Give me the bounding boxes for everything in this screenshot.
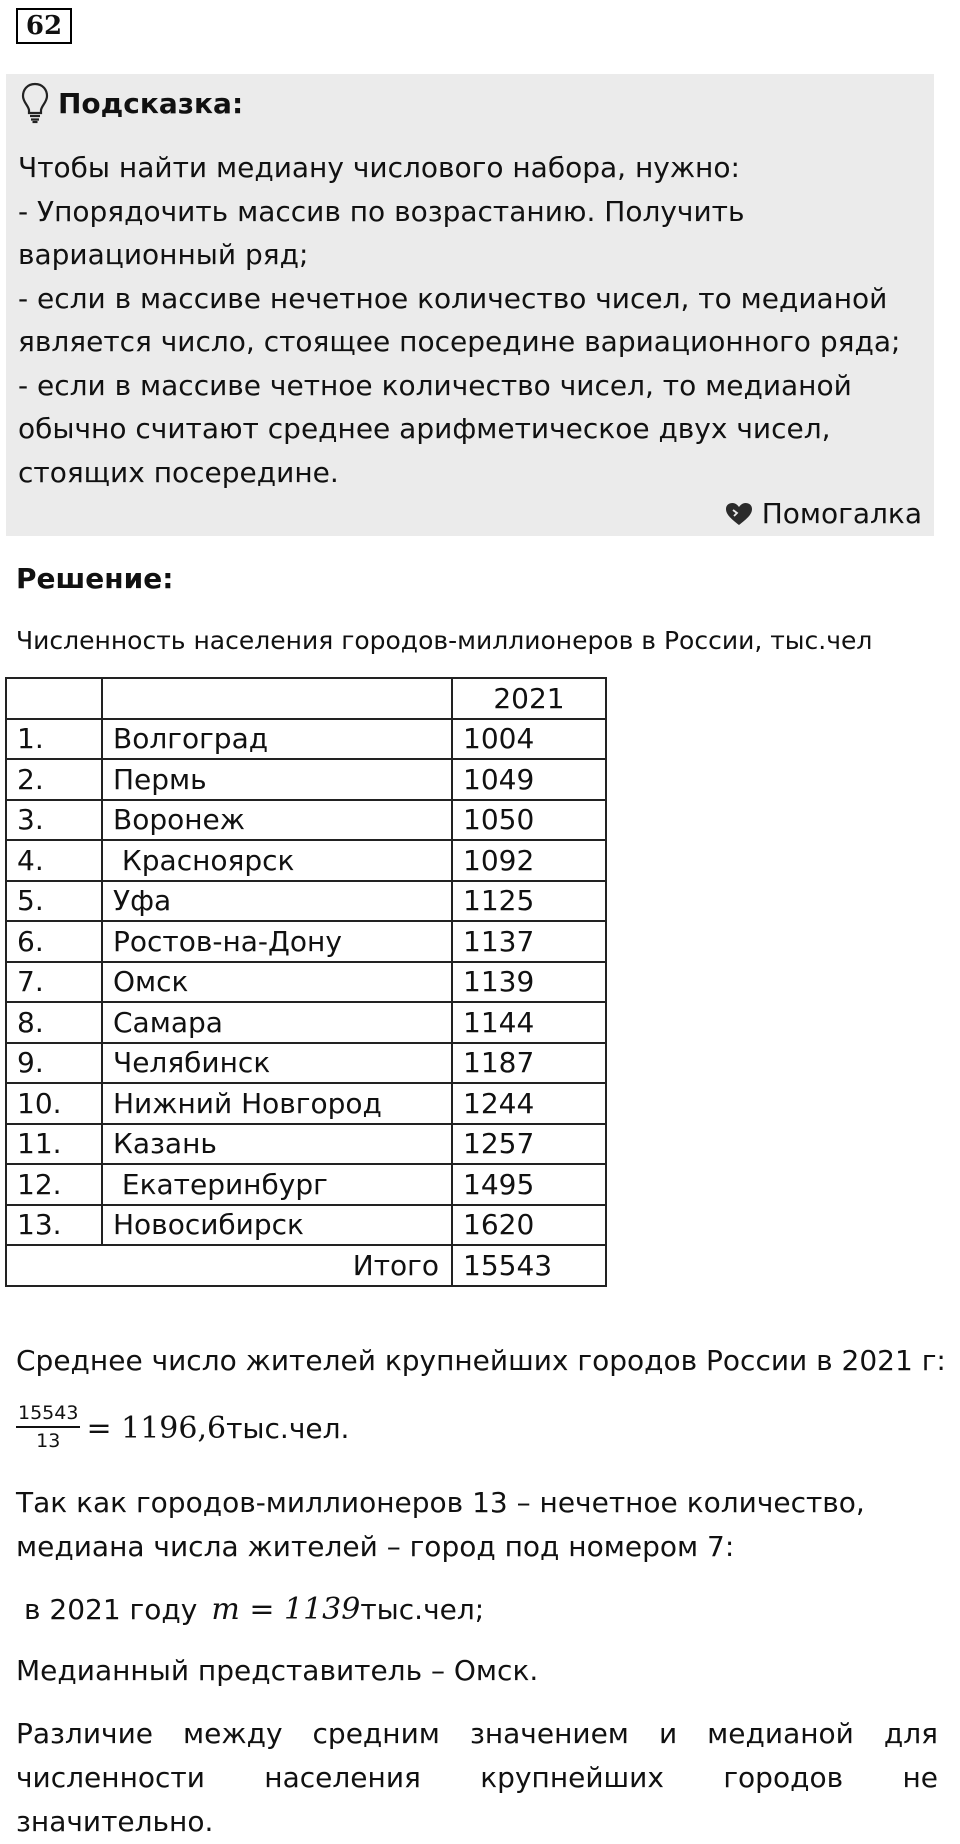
table-row [6, 1002, 606, 1043]
table-row [6, 1205, 606, 1246]
median-prefix: в 2021 году [24, 1593, 198, 1626]
table-row [6, 1124, 606, 1165]
average-formula [16, 1402, 349, 1454]
table-row [6, 1164, 606, 1205]
fraction [16, 1402, 80, 1454]
hint-text [18, 146, 924, 494]
hint-header [20, 82, 243, 124]
problem-number: 62 [16, 8, 72, 44]
hint-footer-label: Помогалка [761, 497, 922, 530]
row-number: 3. [6, 800, 102, 841]
median-line-1: Так как городов-миллионеров 13 – нечетное количество, [16, 1486, 865, 1519]
population-value: 1137 [452, 921, 606, 962]
city-name: Омск [102, 962, 452, 1003]
fraction-denominator: 13 [36, 1430, 61, 1452]
row-number: 8. [6, 1002, 102, 1043]
total-label: Итого [6, 1245, 452, 1286]
median-suffix: тыс.чел; [360, 1593, 485, 1626]
population-value: 1004 [452, 719, 606, 760]
table-row [6, 881, 606, 922]
hint-line: обычно считают среднее арифметическое двух чисел, [18, 412, 831, 445]
city-name: Волгоград [102, 719, 452, 760]
city-name: Челябинск [102, 1043, 452, 1084]
conclusion [16, 1712, 938, 1844]
hint-footer [724, 496, 922, 532]
row-number: 1. [6, 719, 102, 760]
row-number: 6. [6, 921, 102, 962]
population-value: 1139 [452, 962, 606, 1003]
hint-line: - Упорядочить массив по возрастанию. Получить [18, 194, 745, 228]
population-value: 1144 [452, 1002, 606, 1043]
population-value: 1257 [452, 1124, 606, 1165]
hint-line: Чтобы найти медиану числового набора, нужно: [18, 151, 740, 184]
conclusion-line: численности населения крупнейших городов не [16, 1761, 938, 1794]
population-value: 1050 [452, 800, 606, 841]
city-name: Самара [102, 1002, 452, 1043]
row-number: 13. [6, 1205, 102, 1246]
conclusion-line: значительно. [16, 1805, 214, 1838]
average-text: Среднее число жителей крупнейших городов России в 2021 г: [16, 1344, 946, 1377]
fraction-numerator: 15543 [16, 1402, 80, 1428]
row-number: 2. [6, 759, 102, 800]
median-representative: Медианный представитель – Омск. [16, 1654, 539, 1687]
average-unit: тыс.чел. [226, 1411, 350, 1445]
year-header: 2021 [452, 678, 606, 719]
average-result: = 1196,6 [86, 1410, 227, 1446]
hint-line: - если в массиве четное количество чисел, то медианой [18, 368, 852, 402]
table-row [6, 962, 606, 1003]
city-name: Ростов-на-Дону [102, 921, 452, 962]
hint-box [6, 74, 934, 536]
city-name: Красноярск [102, 840, 452, 881]
population-value: 1092 [452, 840, 606, 881]
median-formula: m = 1139 [211, 1592, 361, 1627]
total-row [6, 1245, 606, 1286]
population-value: 1495 [452, 1164, 606, 1205]
city-name: Пермь [102, 759, 452, 800]
table-row [6, 719, 606, 760]
row-number: 4. [6, 840, 102, 881]
city-name: Новосибирск [102, 1205, 452, 1246]
heart-icon [724, 501, 754, 527]
table-row [6, 1083, 606, 1124]
row-number: 11. [6, 1124, 102, 1165]
table-caption: Численность населения городов-миллионеров в России, тыс.чел [16, 626, 873, 655]
hint-line: стоящих посередине. [18, 455, 339, 489]
conclusion-line: Различие между средним значением и медианой для [16, 1717, 938, 1750]
city-name: Нижний Новгород [102, 1083, 452, 1124]
population-value: 1244 [452, 1083, 606, 1124]
population-table [5, 677, 607, 1287]
table-row [6, 800, 606, 841]
solution-heading: Решение: [16, 562, 174, 595]
table-header-row [6, 678, 606, 719]
population-value: 1620 [452, 1205, 606, 1246]
population-value: 1187 [452, 1043, 606, 1084]
table-cell [6, 678, 102, 719]
table-row [6, 1043, 606, 1084]
city-name: Воронеж [102, 800, 452, 841]
table-cell [102, 678, 452, 719]
hint-line: является число, стоящее посередине вариационного ряда; [18, 325, 901, 358]
lightbulb-icon [20, 82, 50, 124]
hint-line: - если в массиве нечетное количество чисел, то медианой [18, 281, 888, 315]
total-value: 15543 [452, 1245, 606, 1286]
hint-line: вариационный ряд; [18, 238, 309, 271]
row-number: 12. [6, 1164, 102, 1205]
row-number: 9. [6, 1043, 102, 1084]
row-number: 10. [6, 1083, 102, 1124]
city-name: Казань [102, 1124, 452, 1165]
population-value: 1049 [452, 759, 606, 800]
median-line-2: медиана числа жителей – город под номером 7: [16, 1530, 735, 1563]
median-formula-line [24, 1592, 484, 1627]
city-name: Екатеринбург [102, 1164, 452, 1205]
table-row [6, 921, 606, 962]
row-number: 5. [6, 881, 102, 922]
table-row [6, 759, 606, 800]
population-value: 1125 [452, 881, 606, 922]
hint-title: Подсказка: [58, 86, 244, 120]
row-number: 7. [6, 962, 102, 1003]
table-row [6, 840, 606, 881]
city-name: Уфа [102, 881, 452, 922]
